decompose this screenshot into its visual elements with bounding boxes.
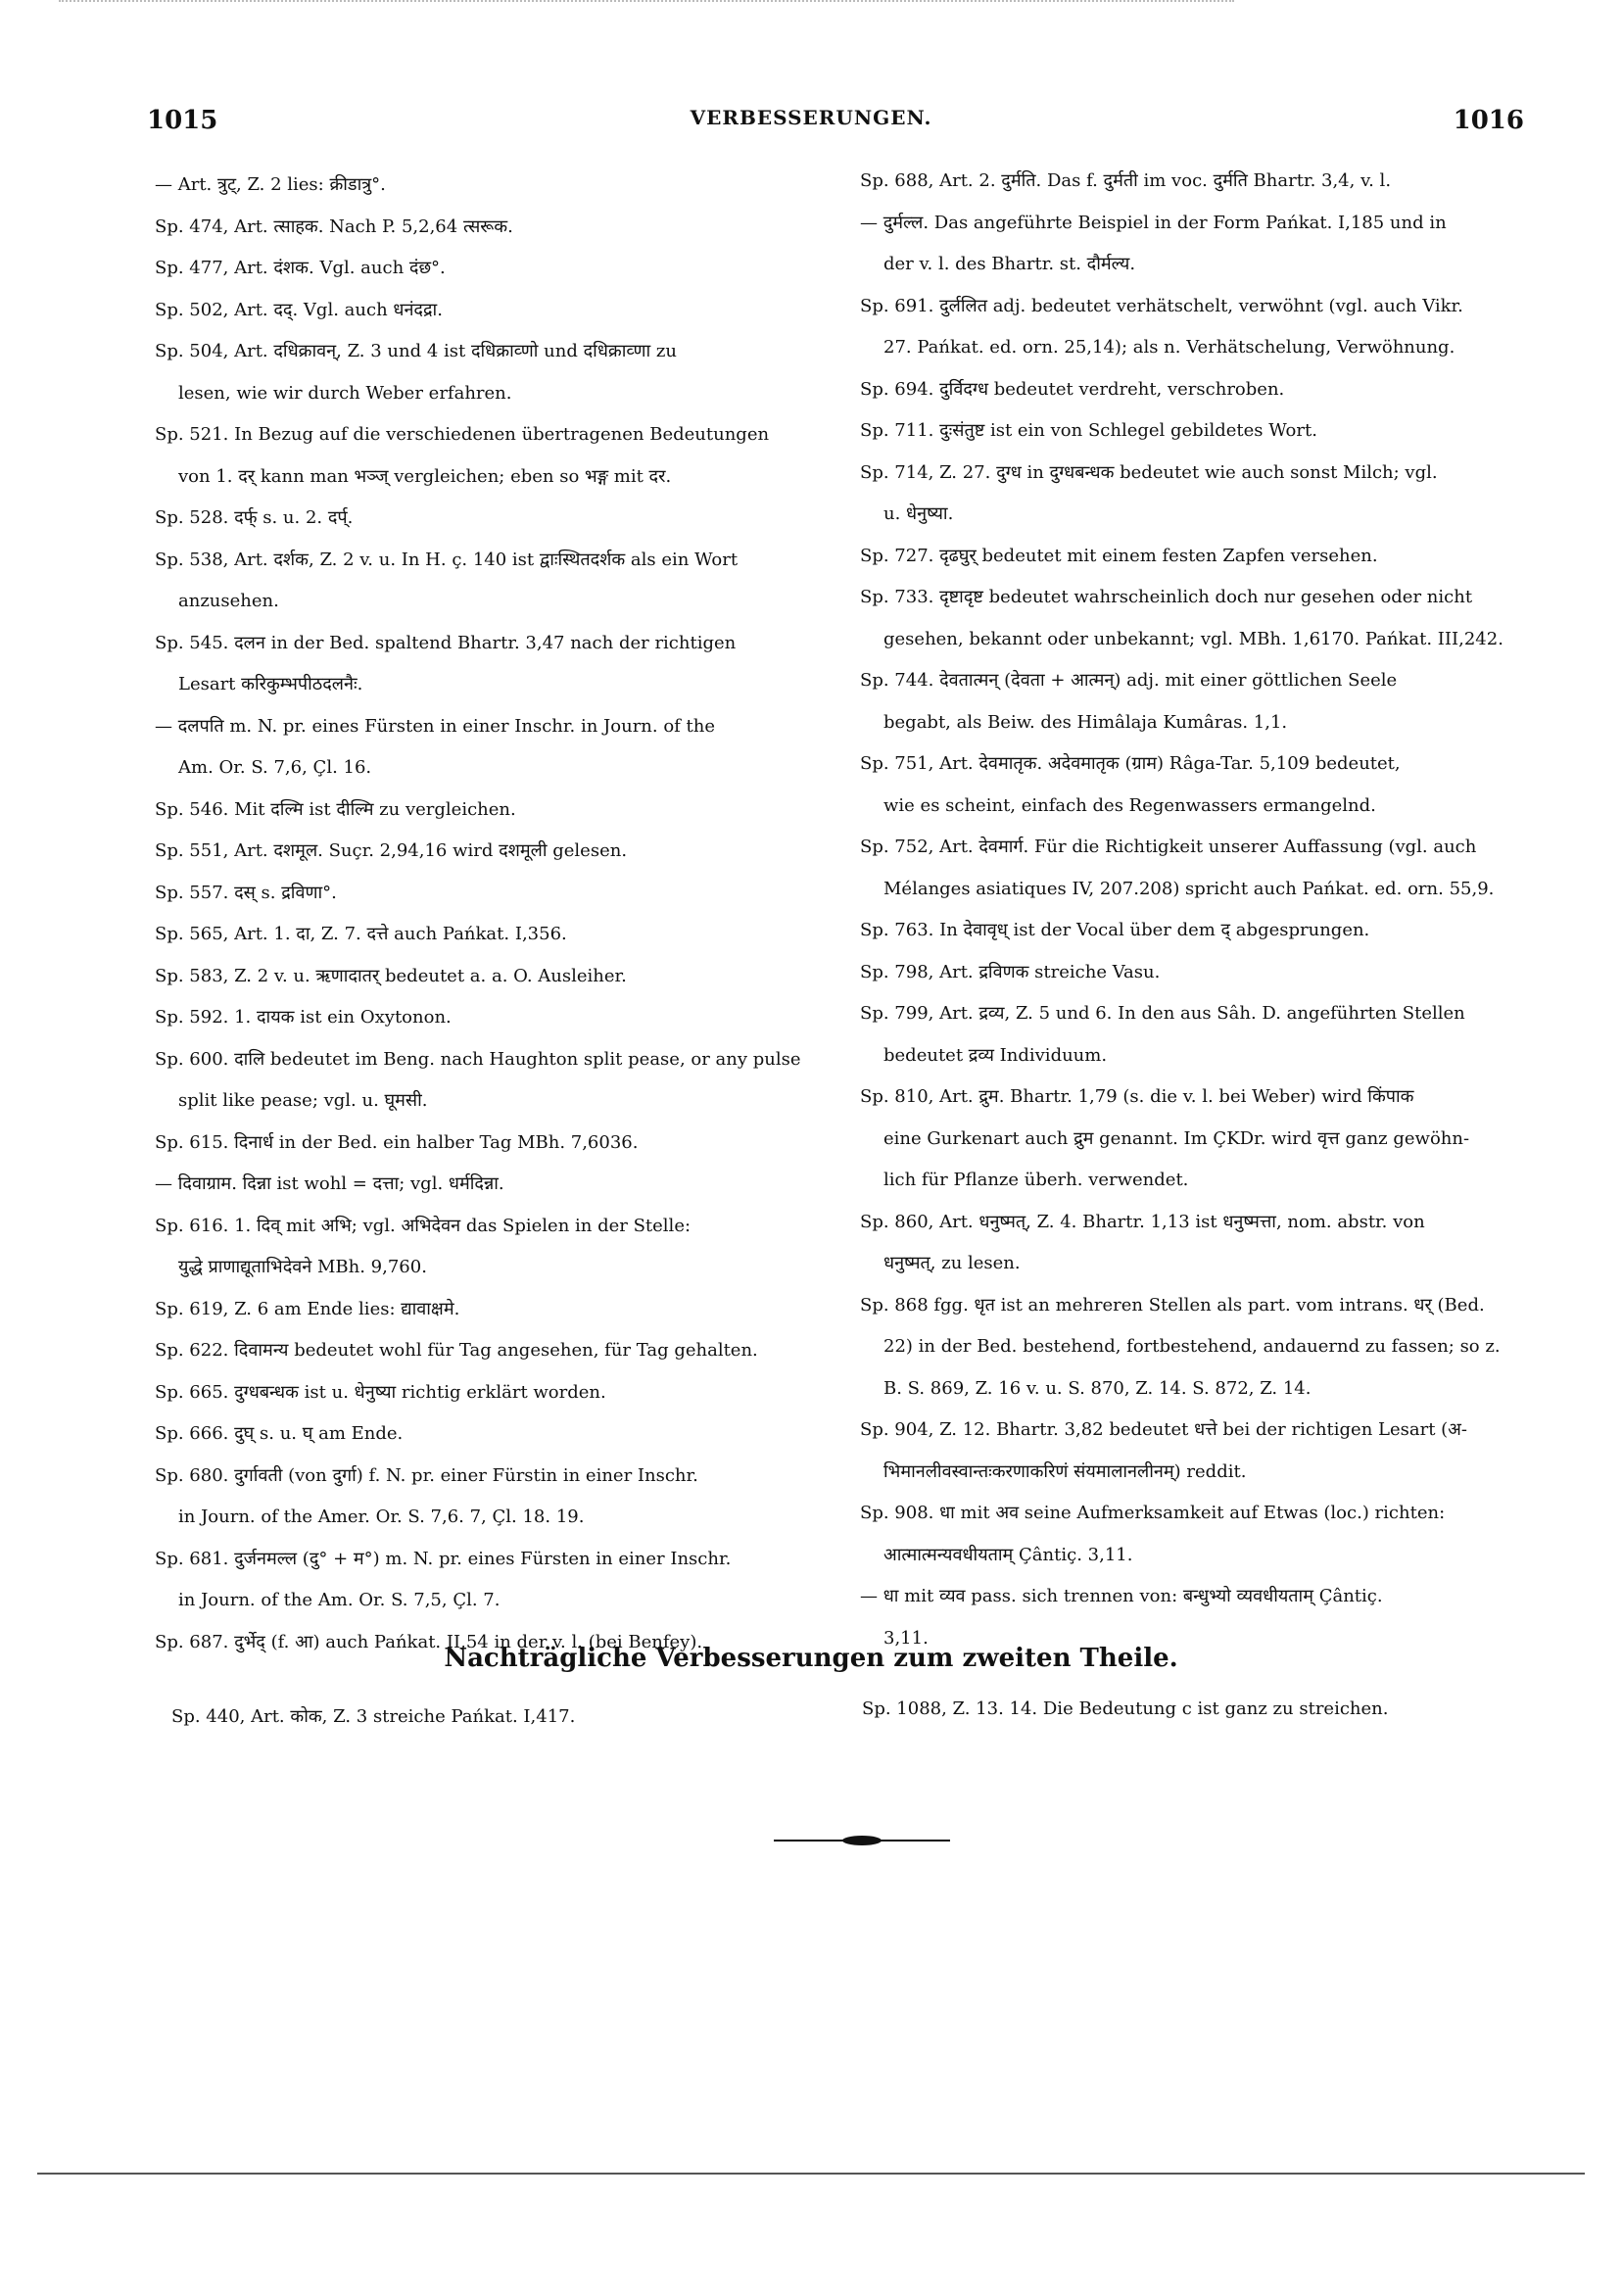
correction-entry (155, 1164, 840, 1206)
correction-entry (860, 1410, 1536, 1493)
entry-line: Sp. 711. दुःसंतुष्ट ist ein von Schlegel gebildetes Wort. (860, 420, 1317, 441)
correction-entry (860, 1202, 1536, 1285)
entry-line: Sp. 688, Art. 2. दुर्मति. Das f. दुर्मती im voc. दुर्मति Bhartr. 3,4, v. l. (860, 170, 1392, 191)
ornament-divider (774, 1838, 950, 1843)
entry-line: Sp. 681. दुर्जनमल्ल (दु° + म°) m. N. pr. eines Fürsten in einer Inschr. (155, 1548, 732, 1569)
correction-entry (155, 1330, 840, 1372)
entry-continuation: 3,11. (883, 1627, 929, 1649)
entry-line: — दिवाग्राम. दिन्ना ist wohl = दत्ता; vgl. धर्मदिन्ना. (155, 1173, 504, 1194)
entry-continuation: begabt, als Beiw. des Himâlaja Kumâras. 1,1. (883, 711, 1288, 733)
entry-continuation: eine Gurkenart auch द्रुम genannt. Im ÇKDr. wird वृत्त ganz gewöhn- (883, 1127, 1470, 1149)
entry-line: Sp. 810, Art. द्रुम. Bhartr. 1,79 (s. die v. l. bei Weber) wird किंपाक (860, 1086, 1414, 1107)
entry-continuation: युद्धे प्राणाद्यूताभिदेवने MBh. 9,760. (178, 1257, 427, 1277)
entry-continuation: bedeutet द्रव्य Individuum. (883, 1044, 1108, 1066)
correction-entry (155, 789, 840, 832)
correction-entry (155, 1289, 840, 1331)
entry-line: Sp. 908. धा mit अव seine Aufmerksamkeit auf Etwas (loc.) richten: (860, 1503, 1446, 1523)
correction-entry (155, 414, 840, 498)
entry-line: Sp. 733. दृष्टादृष्ट bedeutet wahrscheinlich doch nur gesehen oder nicht (860, 587, 1473, 607)
correction-entry (860, 286, 1536, 369)
correction-entry (155, 956, 840, 998)
page-number-left: 1015 (147, 106, 218, 135)
correction-entry (155, 997, 840, 1039)
correction-entry (155, 331, 840, 414)
correction-entry (860, 993, 1536, 1076)
correction-entry (155, 1539, 840, 1622)
correction-entry (860, 1076, 1536, 1202)
correction-entry (155, 623, 840, 706)
correction-entry (860, 536, 1536, 578)
correction-entry (155, 873, 840, 915)
entry-line: Sp. 502, Art. दद्. Vgl. auch धनंदद्रा. (155, 299, 443, 320)
correction-entry (155, 498, 840, 540)
entry-continuation: lich für Pflanze überh. verwendet. (883, 1170, 1189, 1190)
correction-entry (860, 660, 1536, 743)
entry-line: — Art. त्रुट्, Z. 2 lies: क्रीडात्रु°. (155, 174, 386, 195)
entry-line: Sp. 665. दुग्धबन्धक ist u. धेनुष्या richtig erklärt worden. (155, 1381, 606, 1403)
correction-entry (155, 1206, 840, 1289)
entry-line: — धा mit व्यव pass. sich trennen von: बन्धुभ्यो व्यवधीयताम् Çântiç. (860, 1586, 1383, 1606)
entry-line: Sp. 798, Art. द्रविणक streiche Vasu. (860, 961, 1161, 982)
entry-line: Sp. 538, Art. दर्शक, Z. 2 v. u. In H. ç. 140 ist द्वाःस्थितदर्शक als ein Wort (155, 549, 739, 570)
entry-line: Sp. 557. दस् s. द्रविणा°. (155, 882, 337, 903)
entry-line: Sp. 727. दृढघुर् bedeutet mit einem festen Zapfen versehen. (860, 545, 1378, 566)
entry-continuation: in Journ. of the Amer. Or. S. 7,6. 7, Çl. 18. 19. (178, 1507, 585, 1527)
entry-continuation: der v. l. des Bhartr. st. दौर्मल्य. (883, 254, 1136, 274)
entry-continuation: anzusehen. (178, 591, 279, 611)
entry-line: Sp. 600. दालि bedeutet im Beng. nach Haughton split pease, or any pulse (155, 1048, 801, 1070)
entry-line: Sp. 714, Z. 27. दुग्ध in दुग्धबन्धक bedeutet wie auch sonst Milch; vgl. (860, 461, 1438, 483)
entry-line: Sp. 477, Art. दंशक. Vgl. auch दंछ°. (155, 258, 446, 278)
correction-entry (155, 1123, 840, 1165)
correction-entry (155, 1372, 840, 1414)
correction-entry (860, 1285, 1536, 1411)
entry-line: Sp. 622. दिवामन्य bedeutet wohl für Tag angesehen, für Tag gehalten. (155, 1340, 758, 1361)
entry-line: Sp. 565, Art. 1. दा, Z. 7. दत्ते auch Pańkat. I,356. (155, 924, 567, 944)
entry-line: Sp. 583, Z. 2 v. u. ऋणादातर् bedeutet a. a. O. Ausleiher. (155, 965, 627, 986)
correction-entry (860, 453, 1536, 536)
correction-entry (860, 577, 1536, 660)
page-number-right: 1016 (1453, 106, 1524, 135)
entry-continuation: Lesart करिकुम्भपीठदलनैः. (178, 674, 363, 694)
entry-continuation: धनुष्मत्, zu lesen. (883, 1253, 1021, 1273)
scan-artifact (59, 0, 1234, 10)
entry-line: Sp. 666. दुघ् s. u. घ् am Ende. (155, 1423, 404, 1444)
entry-continuation: Am. Or. S. 7,6, Çl. 16. (178, 757, 372, 778)
correction-entry (860, 827, 1536, 910)
entry-line: — दुर्मल्ल. Das angeführte Beispiel in der Form Pańkat. I,185 und in (860, 212, 1447, 233)
correction-entry (155, 914, 840, 956)
entry-line: Sp. 694. दुर्विदग्ध bedeutet verdreht, verschroben. (860, 378, 1285, 400)
left-column (155, 165, 840, 1663)
entry-continuation: in Journ. of the Am. Or. S. 7,5, Çl. 7. (178, 1590, 501, 1610)
entry-line: Sp. 546. Mit दल्मि ist दील्मि zu vergleichen. (155, 798, 516, 820)
right-column (860, 161, 1536, 1659)
entry-line: Sp. 680. दुर्गावती (von दुर्गा) f. N. pr. einer Fürstin in einer Inschr. (155, 1464, 698, 1486)
correction-entry (860, 161, 1536, 203)
entry-continuation: von 1. दर् kann man भञ्ज् vergleichen; eben so भङ्ग mit दर. (178, 465, 672, 487)
entry-line: Sp. 619, Z. 6 am Ende lies: द्यावाक्षमे. (155, 1298, 460, 1319)
bottom-rule (37, 2173, 1585, 2175)
correction-entry (155, 207, 840, 249)
supplement-title: Nachträgliche Verbesserungen zum zweiten Theile. (444, 1644, 1178, 1673)
correction-entry (155, 1456, 840, 1539)
correction-entry (860, 910, 1536, 952)
entry-line: Sp. 904, Z. 12. Bhartr. 3,82 bedeutet धत्ते bei der richtigen Lesart (अ- (860, 1419, 1468, 1440)
entry-line: Sp. 474, Art. त्साहक. Nach P. 5,2,64 त्सरूक. (155, 215, 513, 237)
entry-line: Sp. 868 fgg. धृत ist an mehreren Stellen als part. vom intrans. धर् (Bed. (860, 1294, 1485, 1315)
correction-entry (860, 743, 1536, 827)
entry-continuation: u. धेनुष्या. (883, 503, 954, 524)
entry-line: Sp. 751, Art. देवमातृक. अदेवमातृक (ग्राम) Râga-Tar. 5,109 bedeutet, (860, 753, 1401, 774)
entry-continuation: gesehen, bekannt oder unbekannt; vgl. MBh. 1,6170. Pańkat. III,242. (883, 628, 1503, 649)
entry-line: Sp. 504, Art. दधिक्रावन्, Z. 3 und 4 ist दधिक्राव्णो und दधिक्राव्णा zu (155, 341, 677, 361)
correction-entry (860, 952, 1536, 994)
entry-line: Sp. 616. 1. दिव् mit अभि; vgl. अभिदेवन das Spielen in der Stelle: (155, 1215, 692, 1236)
entry-continuation: split like pease; vgl. u. घूमसी. (178, 1090, 428, 1111)
entry-line: Sp. 528. दर्फ् s. u. 2. दर्प्. (155, 507, 354, 528)
correction-entry (155, 1039, 840, 1123)
entry-line: Sp. 744. देवतात्मन् (देवता + आत्मन्) adj. mit einer göttlichen Seele (860, 670, 1398, 691)
supplement-entry-left: Sp. 440, Art. कोक, Z. 3 streiche Pańkat. I,417. (171, 1706, 576, 1727)
entry-line: Sp. 615. दिनार्ध in der Bed. ein halber Tag MBh. 7,6036. (155, 1131, 639, 1153)
entry-continuation: भिमानलीवस्वान्तःकरणाकरिणं संयमालानलीनम्) reddit. (883, 1460, 1247, 1482)
correction-entry (155, 165, 840, 207)
entry-line: — दलपति m. N. pr. eines Fürsten in einer Inschr. in Journ. of the (155, 715, 716, 737)
entry-continuation: lesen, wie wir durch Weber erfahren. (178, 382, 512, 404)
entry-line: Sp. 551, Art. दशमूल. Suçr. 2,94,16 wird दशमूली gelesen. (155, 840, 628, 861)
entry-continuation: आत्मात्मन्यवधीयताम् Çântiç. 3,11. (883, 1544, 1133, 1565)
correction-entry (155, 706, 840, 789)
correction-entry (860, 203, 1536, 286)
supplement-entry-right: Sp. 1088, Z. 13. 14. Die Bedeutung c ist ganz zu streichen. (862, 1698, 1389, 1719)
entry-continuation: B. S. 869, Z. 16 v. u. S. 870, Z. 14. S. 872, Z. 14. (883, 1377, 1312, 1399)
correction-entry (155, 248, 840, 290)
entry-line: Sp. 592. 1. दायक ist ein Oxytonon. (155, 1007, 452, 1028)
running-title: VERBESSERUNGEN. (690, 106, 932, 129)
correction-entry (155, 831, 840, 873)
entry-continuation: 27. Pańkat. ed. orn. 25,14); als n. Verhätschelung, Verwöhnung. (883, 337, 1455, 358)
correction-entry (155, 290, 840, 332)
entry-line: Sp. 799, Art. द्रव्य, Z. 5 und 6. In den aus Sâh. D. angeführten Stellen (860, 1003, 1465, 1024)
entry-line: Sp. 521. In Bezug auf die verschiedenen übertragenen Bedeutungen (155, 424, 770, 445)
correction-entry (860, 369, 1536, 411)
correction-entry (155, 1413, 840, 1456)
entry-continuation: wie es scheint, einfach des Regenwassers ermangelnd. (883, 794, 1376, 816)
entry-line: Sp. 763. In देवावृध् ist der Vocal über dem द् abgesprungen. (860, 920, 1370, 940)
entry-line: Sp. 752, Art. देवमार्ग. Für die Richtigkeit unserer Auffassung (vgl. auch (860, 837, 1477, 857)
entry-line: Sp. 545. दलन in der Bed. spaltend Bhartr. 3,47 nach der richtigen (155, 632, 737, 653)
correction-entry (860, 410, 1536, 453)
entry-line: Sp. 860, Art. धनुष्मत्, Z. 4. Bhartr. 1,13 ist धनुष्मत्ता, nom. abstr. von (860, 1211, 1425, 1232)
entry-line: Sp. 687. दुर्भेद् (f. आ) auch Pańkat. II,54 in der v. l. (bei Benfey). (155, 1631, 703, 1652)
correction-entry (155, 540, 840, 623)
entry-continuation: 22) in der Bed. bestehend, fortbestehend, andauernd zu fassen; so z. (883, 1336, 1501, 1357)
entry-continuation: Mélanges asiatiques IV, 207.208) spricht auch Pańkat. ed. orn. 55,9. (883, 878, 1495, 899)
correction-entry (860, 1493, 1536, 1576)
entry-line: Sp. 691. दुर्ललित adj. bedeutet verhätschelt, verwöhnt (vgl. auch Vikr. (860, 295, 1463, 316)
